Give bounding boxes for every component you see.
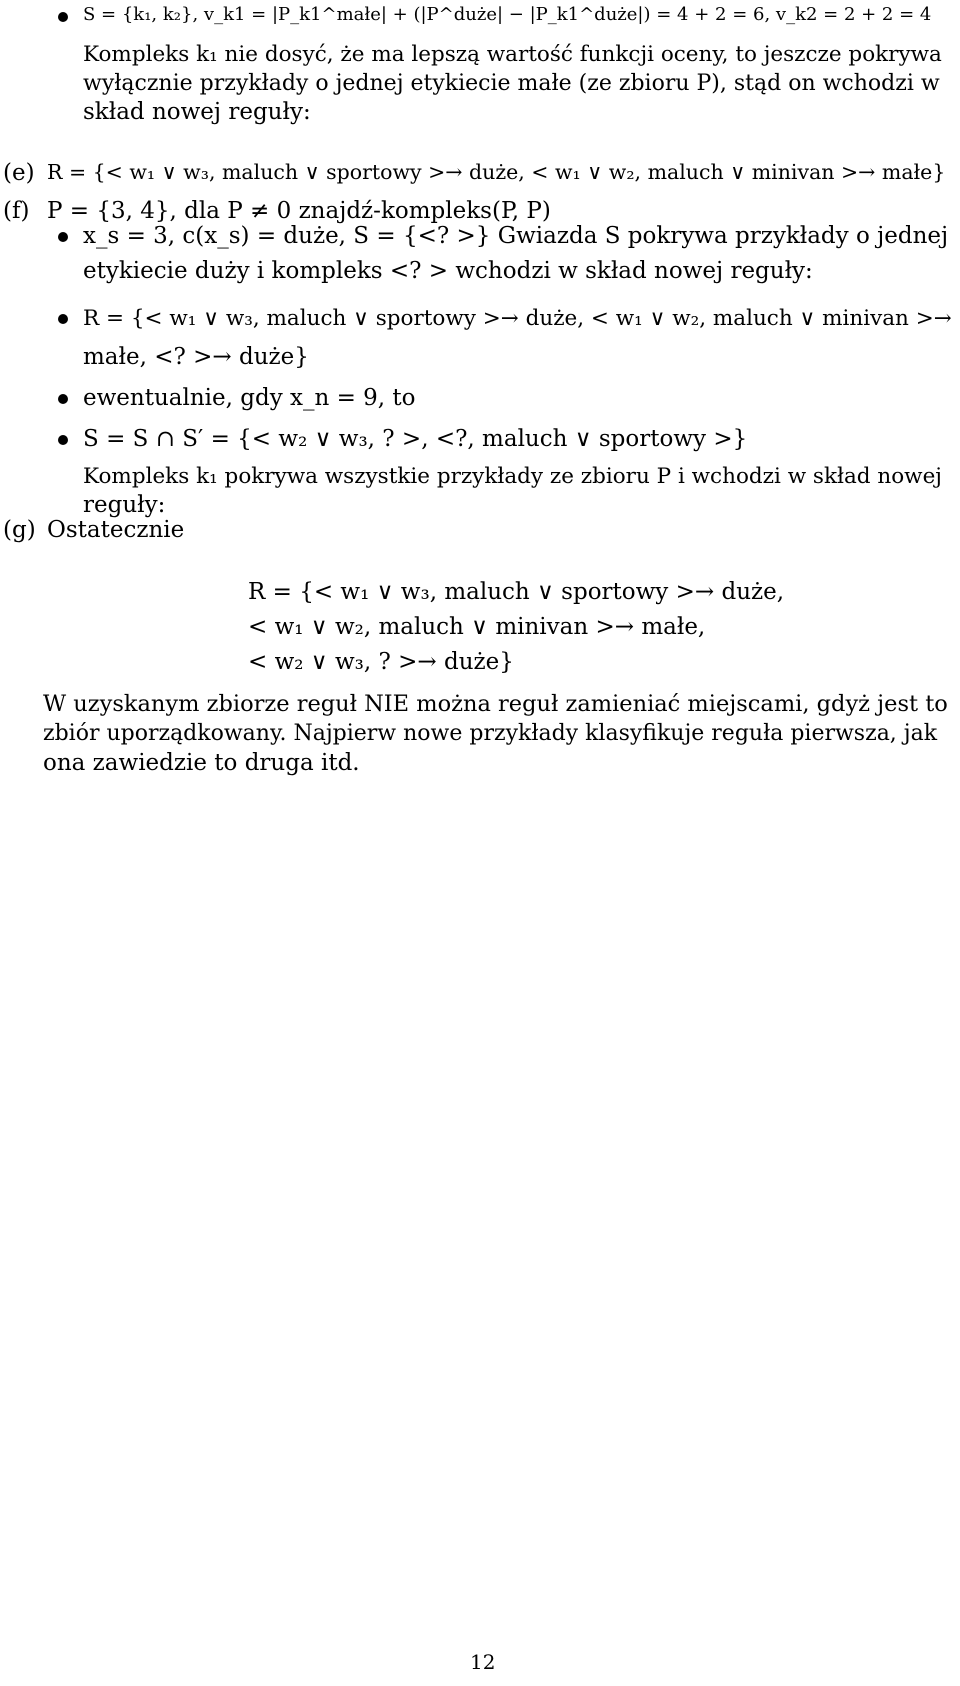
conclusion-line-1: W uzyskanym zbiorze reguł NIE można reguł zamieniać miejscami, gdyż jest to [43,691,948,717]
text-line-star: x_s = 3, c(x_s) = duże, S = {<? >} Gwiazda S pokrywa przykłady o jednej [83,223,949,249]
text-line-2: Kompleks k₁ nie dosyć, że ma lepszą wartość funkcji oceny, to jeszcze pokrywa [83,42,942,67]
final-rule-2: < w₁ ∨ w₂, maluch ∨ minivan >→ małe, [248,614,706,640]
rule-line-new-2: małe, <? >→ duże} [83,344,309,370]
final-rule-1: R = {< w₁ ∨ w₃, maluch ∨ sportowy >→ duże, [248,579,785,605]
text-line-3: wyłącznie przykłady o jednej etykiecie małe (ze zbioru P), stąd on wchodzi w [83,71,940,96]
text-line-complex-2: reguły: [83,492,166,518]
formula-line-intersection: S = S ∩ S′ = {< w₂ ∨ w₃, ? >, <?, maluch ∨ sportowy >} [83,426,748,452]
bullet [58,394,68,404]
text-line-optional: ewentualnie, gdy x_n = 9, to [83,385,416,411]
rule-line-new: R = {< w₁ ∨ w₃, maluch ∨ sportowy >→ duże, < w₁ ∨ w₂, maluch ∨ minivan >→ [83,306,952,331]
text-line-f: P = {3, 4}, dla P ≠ 0 znajdź-kompleks(P, P) [47,198,551,224]
final-rule-3: < w₂ ∨ w₃, ? >→ duże} [248,649,514,675]
text-line-complex: Kompleks k₁ pokrywa wszystkie przykłady ze zbioru P i wchodzi w skład nowej [83,464,942,489]
enum-label-f: (f) [3,198,30,224]
bullet [58,232,68,242]
conclusion-line-3: ona zawiedzie to druga itd. [43,750,360,776]
text-line-finally: Ostatecznie [47,517,185,543]
bullet [58,435,68,445]
bullet [58,314,68,324]
formula-line-1: S = {k₁, k₂}, v_k1 = |P_k1^małe| + (|P^duże| − |P_k1^duże|) = 4 + 2 = 6, v_k2 = 2 + 2 = 4 [83,4,932,25]
rule-line-e: R = {< w₁ ∨ w₃, maluch ∨ sportowy >→ duże, < w₁ ∨ w₂, maluch ∨ minivan >→ małe} [47,160,946,184]
text-line-4: skład nowej reguły: [83,99,311,125]
text-line-star-2: etykiecie duży i kompleks <? > wchodzi w skład nowej reguły: [83,258,813,284]
bullet [58,12,68,22]
conclusion-line-2: zbiór uporządkowany. Najpierw nowe przykłady klasyfikuje reguła pierwsza, jak [43,721,938,746]
page-number: 12 [470,1650,496,1674]
enum-label-g: (g) [3,517,36,543]
enum-label-e: (e) [3,160,35,186]
